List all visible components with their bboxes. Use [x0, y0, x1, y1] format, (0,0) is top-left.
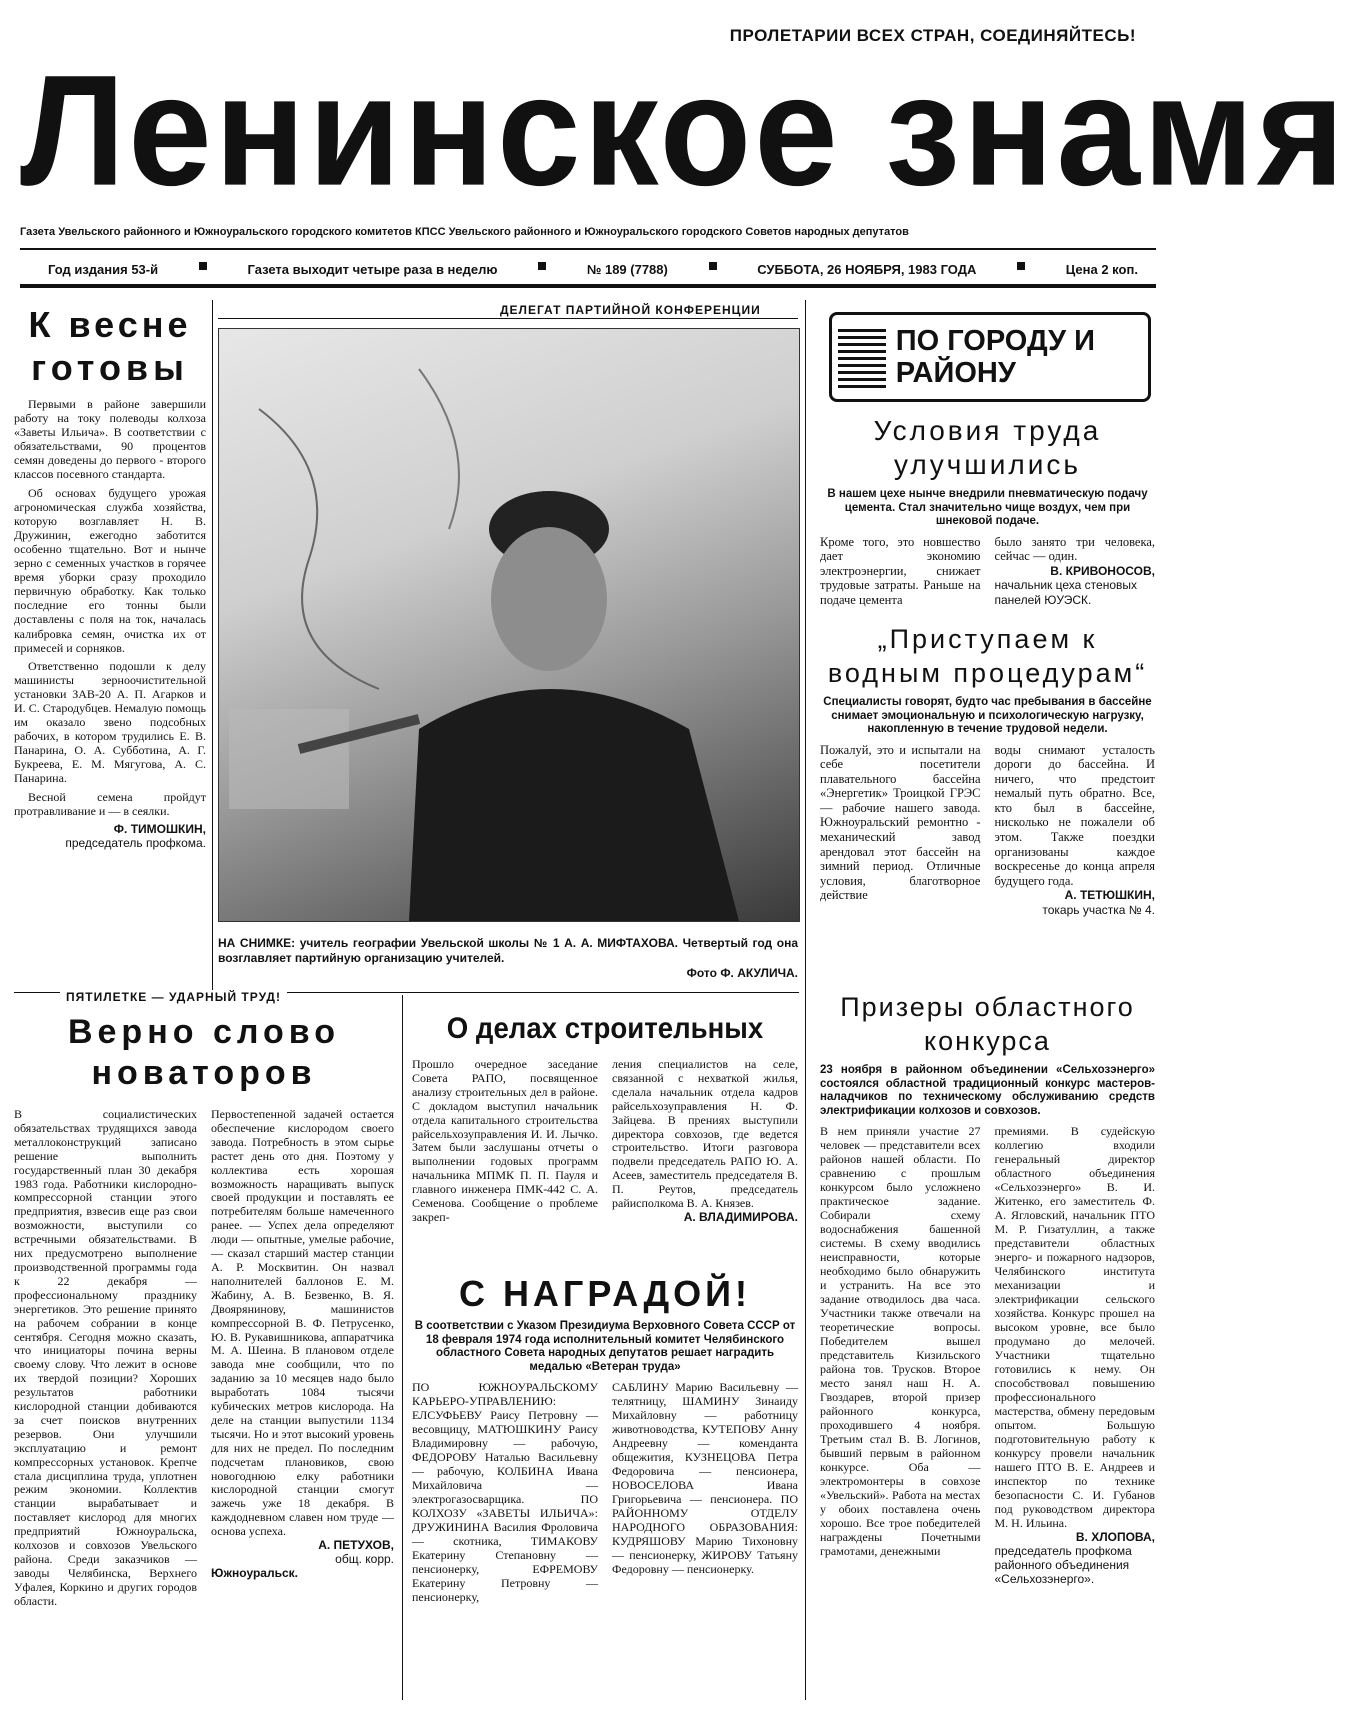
article-innovators-col-1: В социалистических обязательствах трудящихся завода металлоконструкций записано решение выполнить государственный план 30 декабря 1983 года. Работники кислородно-компрессорной станции этого предприятия, взвесив еще раз свои возможности, выступили со встречными обязательствами. В них предусмотрено выполнение производственной программы года к 22 декабря — профессиональному празднику энергетиков. Это решение принято на рабочем собрании в конце сентября. Сегодня можно сказать, что инициаторы почина верны своему слову. Что лежит в основе их твердой позиции? Хороших результатов работники кислородной станции добиваются за счет поисков внутренних резервов. Они улучшили эксплуатацию и ремонт компрессорных установок. Крепче стала дисциплина труда, уплотнен режим экономии. Коллектив станции вырабатывает и поставляет кислород для многих предприятий Южноуральска, колхозов и совхозов Увельского района. Среди заказчиков — заводы Челябинска, Верхнего Уфалея, Коркино и других городов области.	[14, 1107, 197, 1608]
article-swimming	[820, 622, 1155, 918]
article-contest-title: Призеры областного конкурса	[840, 992, 1135, 1056]
article-construction	[412, 1010, 798, 1225]
separator-square	[709, 262, 717, 270]
info-frequency: Газета выходит четыре раза в неделю	[247, 262, 498, 277]
article-awards-col-2: САБЛИНУ Марию Васильевну — телятницу, ШАМИНУ Зинаиду Михайловну — работницу животноводства, КУТЕПОВУ Анну Андреевну — коменданта общежития, КУЗНЕЦОВА Петра Федоровича — пенсионера, НОВОСЕЛОВА Ивана Григорьевича — пенсионера. ПО РАЙОННОМУ ОТДЕЛУ НАРОДНОГО ОБРАЗОВАНИЯ: КУДРЯШОВУ Марию Тихоновну — пенсионерку, ЖИРОВУ Татьяну Федоровну — пенсионерку.	[612, 1380, 798, 1576]
article-construction-col-1: Прошло очередное заседание Совета РАПО, посвященное анализу строительных дел в районе. С докладом выступил начальник отдела капитального строительства райсельхозуправления И. И. Лычко. Затем были заслушаны отчеты о выполнении годовых программ начальника МПМК П. П. Пауля и главного инженера ПМК-442 С. А. Семенова. Сообщение о проблеме закреп-	[412, 1057, 598, 1224]
left-article-p2: Об основах будущего урожая агрономическая служба хозяйства, которую возглавляет Н. В. Дружинин, ежегодно заботится особенно тщательно. Вот и нынче зерно с семенных участков в горячее время уборки сразу проходило первичную обработку. Как только последние его тонны были доставлены с поля на ток, началась калибровка семян, очистка их от примесей и сорняков.	[14, 485, 206, 655]
article-contest	[820, 990, 1155, 1586]
left-article-author: Ф. ТИМОШКИН,	[113, 821, 206, 836]
city-emblem-icon	[838, 326, 886, 388]
info-year: Год издания 53-й	[48, 262, 159, 277]
left-article-p4: Весной семена пройдут протравливание и — в сеялки.	[14, 789, 206, 818]
column-rule	[212, 300, 213, 990]
masthead-slogan: ПРОЛЕТАРИИ ВСЕХ СТРАН, СОЕДИНЯЙТЕСЬ!	[729, 26, 1136, 45]
article-innovators-author: А. ПЕТУХОВ,	[318, 1538, 394, 1553]
info-price: Цена 2 коп.	[1065, 262, 1138, 277]
masthead-rule	[20, 248, 1156, 250]
article-construction-author: А. ВЛАДИМИРОВА.	[683, 1209, 798, 1224]
article-swimming-col-right: воды снимают усталость дороги до бассейна. И ничего, что предстоит немалый путь обратно. Все, кто был в бассейне, нисколько не пожалели об этом. Также поездки организованы каждое воскресенье до конца апреля будущего года.	[994, 742, 1155, 888]
column-rule	[805, 300, 806, 1700]
article-innovators-title-2: новаторов	[91, 1054, 317, 1092]
article-contest-lead: 23 ноября в районном объединении «Сельхозэнерго» состоялся областной традиционный конкурс мастеров-наладчиков по техническому обслуживанию средств электрификации колхозов и совхозов.	[820, 1064, 1155, 1117]
article-swimming-col-left: Пожалуй, это и испытали на себе посетители плавательного бассейна «Энергетик» Троицкой ГРЭС — рабочие нашего завода. Южноуральский ремонтно - механический завод арендовал этот бассейн на зимний период. Отличные условия, благотворное действие	[820, 742, 981, 903]
article-swimming-role: токарь участка № 4.	[1042, 903, 1155, 918]
separator-square	[199, 262, 207, 270]
separator-square	[538, 262, 546, 270]
article-construction-title: О делах строительных	[446, 1012, 764, 1045]
photo-credit: Фото Ф. АКУЛИЧА.	[686, 966, 798, 980]
article-awards-col-1: ПО ЮЖНОУРАЛЬСКОМУ КАРЬЕРО-УПРАВЛЕНИЮ: ЕЛСУФЬЕВУ Раису Петровну — весовщицу, МАТЮШКИНУ Раису Владимировну — рабочую, ФЕДОРОВУ Наталью Васильевну — рабочую, КОЛБИНА Ивана Михайловича — электрогазосварщика. ПО КОЛХОЗУ «ЗАВЕТЫ ИЛЬИЧА»: ДРУЖИНИНА Василия Фроловича — скотника, ТИМАКОВУ Екатерину Степановну — пенсионерку, ЕФРЕМОВУ Екатерину Петровну — пенсионерку,	[412, 1380, 598, 1604]
article-contest-col-left: В нем приняли участие 27 человек — представители всех районов нашей области. По сравнению с прошлым конкурсом было усложнено практическое задание. Собирали схему водоснабжения башенной системы. В схему вводились неисправности, которые необходимо было обнаружить и устранить. На все это задание отводилось два часа. Участники также отвечали на теоретические вопросы. Победителем вышел представитель Кизильского района тов. Трусков. Второе место занял наш Н. А. Гвоздарев, второй призер районного конкурса, проходившего 4 ноября. Третьим стал В. В. Логинов, бывший первым в районном конкурсе. Оба — электромонтеры в совхозе «Увельский». Работа на местах у обоих поставлена очень хорошо. Все трое победителей награждены Почетными грамотами, денежными	[820, 1124, 981, 1558]
rubric-title: ПО ГОРОДУ И РАЙОНУ	[895, 325, 1095, 389]
delegate-photo	[218, 328, 800, 922]
left-article-title-1: К весне	[28, 304, 192, 345]
left-article	[14, 305, 206, 850]
info-rule	[20, 284, 1156, 288]
photo-kicker-rule	[218, 318, 798, 319]
article-contest-col-right: премиями. В судейскую коллегию входили генеральный директор областного объединения «Сельхозэнерго» В. И. Житенко, его заместитель Ф. А. Ягловский, начальник ПТО М. Р. Гизатуллин, а также представители областных энерго- и пожарного надзоров, Челябинского института механизации и электрификации сельского хозяйства. Конкурс прошел на высоком уровне, все было продумано до мелочей. Участники тщательно готовились к нему. Он способствовал повышению профессионального мастерства, обмену передовым опытом. Большую подготовительную работу к конкурсу провели начальник нашего ПТО В. Е. Андреев и инспектор по технике безопасности С. И. Губанов под руководством директора М. Н. Ильина.	[994, 1124, 1155, 1530]
info-date: СУББОТА, 26 НОЯБРЯ, 1983 ГОДА	[757, 262, 977, 277]
masthead-title: Ленинское знамя	[20, 41, 1347, 219]
bottom-left-kicker: ПЯТИЛЕТКЕ — УДАРНЫЙ ТРУД!	[60, 990, 287, 1004]
photo-caption: НА СНИМКЕ: учитель географии Увельской школы № 1 А. А. МИФТАХОВА. Четвертый год она возглавляет партийную организацию учителей.	[218, 936, 798, 965]
article-innovators-title-1: Верно слово	[67, 1013, 341, 1051]
article-awards	[412, 1272, 798, 1604]
separator-square	[1017, 262, 1025, 270]
article-conditions-lead: В нашем цехе нынче внедрили пневматическую подачу цемента. Стал значительно чище воздух, чем при шнековой подаче.	[827, 488, 1148, 527]
article-innovators-col-2: Первостепенной задачей остается обеспечение кислородом своего завода. Потребность в этом сырье растет день ото дня. Поэтому у коллектива есть хорошая возможность наращивать выпуск своей продукции и поставлять ее потребителям больше намеченного ранее. — Успех дела определяют люди — опытные, умелые рабочие, — сказал старший мастер станции А. Р. Москвитин. Он назвал наполнителей баллонов Е. М. Жабину, А. В. Безвенко, В. Я. Двоярянинову, машинистов компрессорной В. Ф. Петрусенко, Ю. В. Рукавишникова, аппаратчика М. А. Шеина. В плановом отделе завода мне сообщили, что по заданию за 10 месяцев надо было выработать 1084 тысячи кубических метров кислорода. На деле на станции выпустили 1134 тысячи. Но и этот высокий уровень для них не предел. По последним подсчетам плановиков, свою новогоднюю елку работники кислородной станции смогут зажечь уже 18 декабря. В каждодневном славен ном труде — основа успеха.	[211, 1107, 394, 1539]
article-conditions-author: В. КРИВОНОСОВ,	[1050, 563, 1155, 578]
info-issue: № 189 (7788)	[586, 262, 668, 277]
rubric-box	[829, 312, 1151, 402]
article-conditions-title: Условия труда улучшились	[873, 415, 1102, 480]
article-innovators-author-role: общ. корр.	[335, 1552, 394, 1566]
article-swimming-title: „Приступаем к водным процедурам“	[827, 624, 1148, 688]
article-construction-col-2: ления специалистов на селе, связанной с нехваткой жилья, сделала начальник отдела кадров райсельхозуправления Н. Ф. Зайцева. В прениях выступили директора совхозов, где ведется строительство. Итоги разговора подвели председатель РАПО Ю. А. Асеев, заместитель председателя В. П. Реутов, председатель райисполкома В. А. Князев.	[612, 1057, 798, 1211]
article-swimming-author: А. ТЕТЮШКИН,	[1064, 888, 1155, 903]
left-article-title-2: готовы	[31, 347, 189, 388]
left-article-p1: Первыми в районе завершили работу на току полеводы колхоза «Заветы Ильича». В соответствии с обязательствами, 90 процентов семян доведены до первого - второго классов посевного стандарта.	[14, 397, 206, 482]
left-article-author-role: председатель профкома.	[65, 835, 206, 850]
article-conditions-role: начальник цеха стеновых панелей ЮУЭСК.	[994, 578, 1137, 607]
article-awards-lead: В соответствии с Указом Президиума Верховного Совета СССР от 18 февраля 1974 года исполнительный комитет Челябинского областного Совета народных депутатов решает наградить медалью «Ветеран труда»	[414, 1320, 796, 1373]
column-rule	[402, 995, 403, 1700]
photo-kicker: ДЕЛЕГАТ ПАРТИЙНОЙ КОНФЕРЕНЦИИ	[500, 303, 761, 317]
info-bar	[48, 262, 1138, 277]
masthead-subtitle: Газета Увельского районного и Южноуральского городского комитетов КПСС Увельского районного и Южноуральского городского Советов народных депутатов	[20, 226, 909, 238]
article-awards-title: С НАГРАДОЙ!	[458, 1273, 752, 1314]
article-contest-author: В. ХЛОПОВА,	[1075, 1530, 1155, 1544]
article-swimming-lead: Специалисты говорят, будто час пребывания в бассейне снимает эмоциональную и психологическую нагрузку, накопленную в течение трудовой недели.	[823, 696, 1152, 735]
article-conditions-col-left: Кроме того, это новшество дает экономию электроэнергии, снижает трудовые затраты. Раньше на подаче цемента	[820, 534, 981, 607]
article-innovators-place: Южноуральск.	[211, 1565, 298, 1580]
article-contest-role: председатель профкома районного объединения «Сельхозэнерго».	[994, 1544, 1132, 1586]
article-conditions	[820, 414, 1155, 607]
article-conditions-col-right: было занято три человека, сейчас — один.	[994, 534, 1155, 564]
article-innovators	[14, 1012, 394, 1609]
left-article-p3: Ответственно подошли к делу машинисты зерноочистительной установки ЗАВ-20 А. П. Агарков и И. С. Стародубцев. Немалую помощь им оказало звено подсобных рабочих, в котором трудились Е. В. Панарина, О. А. Субботина, А. Г. Букреева, Е. М. Мягугова, А. С. Панарина.	[14, 658, 206, 786]
